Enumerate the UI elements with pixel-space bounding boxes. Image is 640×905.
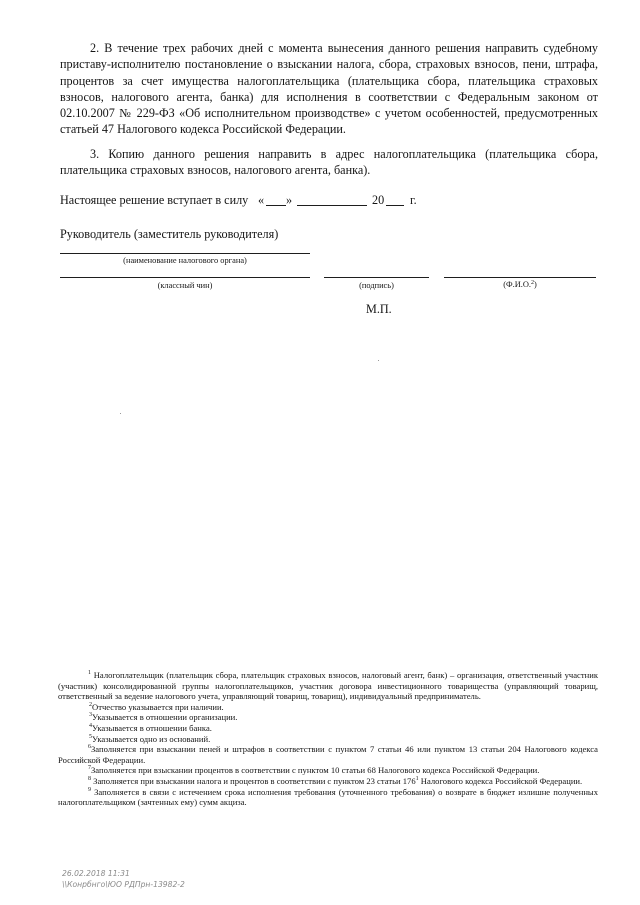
footnote-9: [58, 787, 598, 808]
footnote-1-text: Налогоплательщик (плательщик сбора, плательщик страховых взносов, налоговый агент, банк) – организация, ответственный участник (участник) консолидированной группы налогоплательщиков, участник договора инвестиционного товарищества (управляющий товарищ, ответственный за ведение налогового учета, управляющий товарищ, товарищ), индивидуальный предприниматель.: [58, 670, 598, 702]
year-suffix: г.: [410, 193, 417, 207]
effective-date-line: [60, 193, 248, 208]
fio-footnote-mark: 2: [531, 280, 534, 286]
footnote-3-text: Указывается в отношении организации.: [92, 712, 238, 723]
fio-caption-text: (Ф.И.О.: [503, 280, 531, 289]
footnote-5-text: Указывается одно из оснований.: [92, 733, 211, 744]
head-title: Руководитель (заместитель руководителя): [60, 227, 279, 241]
footnote-4-mark: 4: [89, 722, 92, 729]
footnote-9-text: Заполняется в связи с истечением срока исполнения требования (уточненного требования) о возврате в бюджет излишне полученных налогоплательщиком (зачтенных ему) сумм акциза.: [58, 786, 598, 808]
footnote-1: [58, 670, 598, 702]
authority-name-field[interactable]: [60, 253, 310, 254]
footnote-1-mark: 1: [88, 670, 91, 676]
footnote-7: [58, 765, 598, 776]
signature-field[interactable]: [324, 277, 429, 278]
footnote-2: [58, 702, 598, 713]
scan-speck: [120, 413, 121, 414]
rank-field[interactable]: [60, 277, 310, 278]
scan-stamp-date: 26.02.2018 11:31: [62, 869, 130, 878]
month-field[interactable]: [297, 205, 367, 206]
footnote-3: [58, 712, 598, 723]
footnote-8-mark: 8: [88, 775, 91, 782]
footnote-2-mark: 2: [89, 701, 92, 708]
footnote-3-mark: 3: [89, 712, 92, 719]
footnote-5: [58, 734, 598, 745]
year-prefix: 20: [372, 193, 385, 207]
authority-caption: (наименование налогового органа): [123, 256, 247, 265]
scan-speck: [378, 360, 379, 361]
rank-caption: (классный чин): [157, 281, 213, 290]
footnote-5-mark: 5: [89, 733, 92, 740]
footnote-2-text: Отчество указывается при наличии.: [92, 701, 224, 712]
paragraph-item-2: [60, 40, 598, 138]
item-3-text: 3. Копию данного решения направить в адрес налогоплательщика (плательщика сбора, плательщика страховых взносов, налогового агента, банка).: [60, 147, 598, 178]
seal-place-label: М.П.: [366, 302, 392, 316]
fio-caption-close: ): [534, 280, 537, 289]
effective-date-lead: Настоящее решение вступает в силу: [60, 193, 249, 207]
footnote-8: [58, 776, 598, 787]
footnote-7-mark: 7: [88, 765, 91, 772]
open-quote: «: [258, 193, 265, 207]
footnote-8-sup: 1: [415, 775, 419, 782]
footnote-4-text: Указывается в отношении банка.: [92, 722, 212, 733]
footnote-9-mark: 9: [88, 786, 91, 793]
footnote-7-text: Заполняется при взыскании процентов в соответствии с пунктом 10 статьи 68 Налогового кодекса Российской Федерации.: [91, 765, 540, 776]
paragraph-item-3: [60, 146, 598, 179]
footnote-8-text: Заполняется при взыскании налога и процентов в соответствии с пунктом 23 статьи 176: [93, 775, 416, 786]
footnotes: [58, 670, 598, 808]
item-2-text: 2. В течение трех рабочих дней с момента вынесения данного решения направить судебному приставу-исполнителю постановление о взыскании налога, сбора, страховых взносов, пени, штрафа, процентов за счет имущества налогоплательщика (плательщика сбора, плательщика страховых взносов, налогового агента, банка) для исполнения в соответствии с Федеральным законом от 02.10.2007 № 229-ФЗ «Об исполнительном производстве» с учетом особенностей, предусмотренных статьей 47 Налогового кодекса Российской Федерации.: [60, 41, 598, 137]
footnote-6-text: Заполняется при взыскании пеней и штрафов в соответствии с пунктом 7 статьи 46 или пунктом 13 статьи 204 Налогового кодекса Российской Федерации.: [58, 744, 598, 765]
fio-caption: [444, 280, 596, 290]
signature-caption: (подпись): [359, 281, 394, 290]
footnote-8-text-end: Налогового кодекса Российской Федерации.: [418, 775, 583, 786]
close-quote: »: [286, 193, 293, 207]
footnote-6-mark: 6: [88, 744, 91, 751]
day-field[interactable]: [266, 205, 286, 206]
scan-stamp-path: \\Конрбнго\ЮО РДПрн-13982-2: [62, 880, 185, 889]
footnote-4: [58, 723, 598, 734]
year-field[interactable]: [386, 205, 404, 206]
fio-field[interactable]: [444, 277, 596, 278]
footnote-6: [58, 744, 598, 765]
